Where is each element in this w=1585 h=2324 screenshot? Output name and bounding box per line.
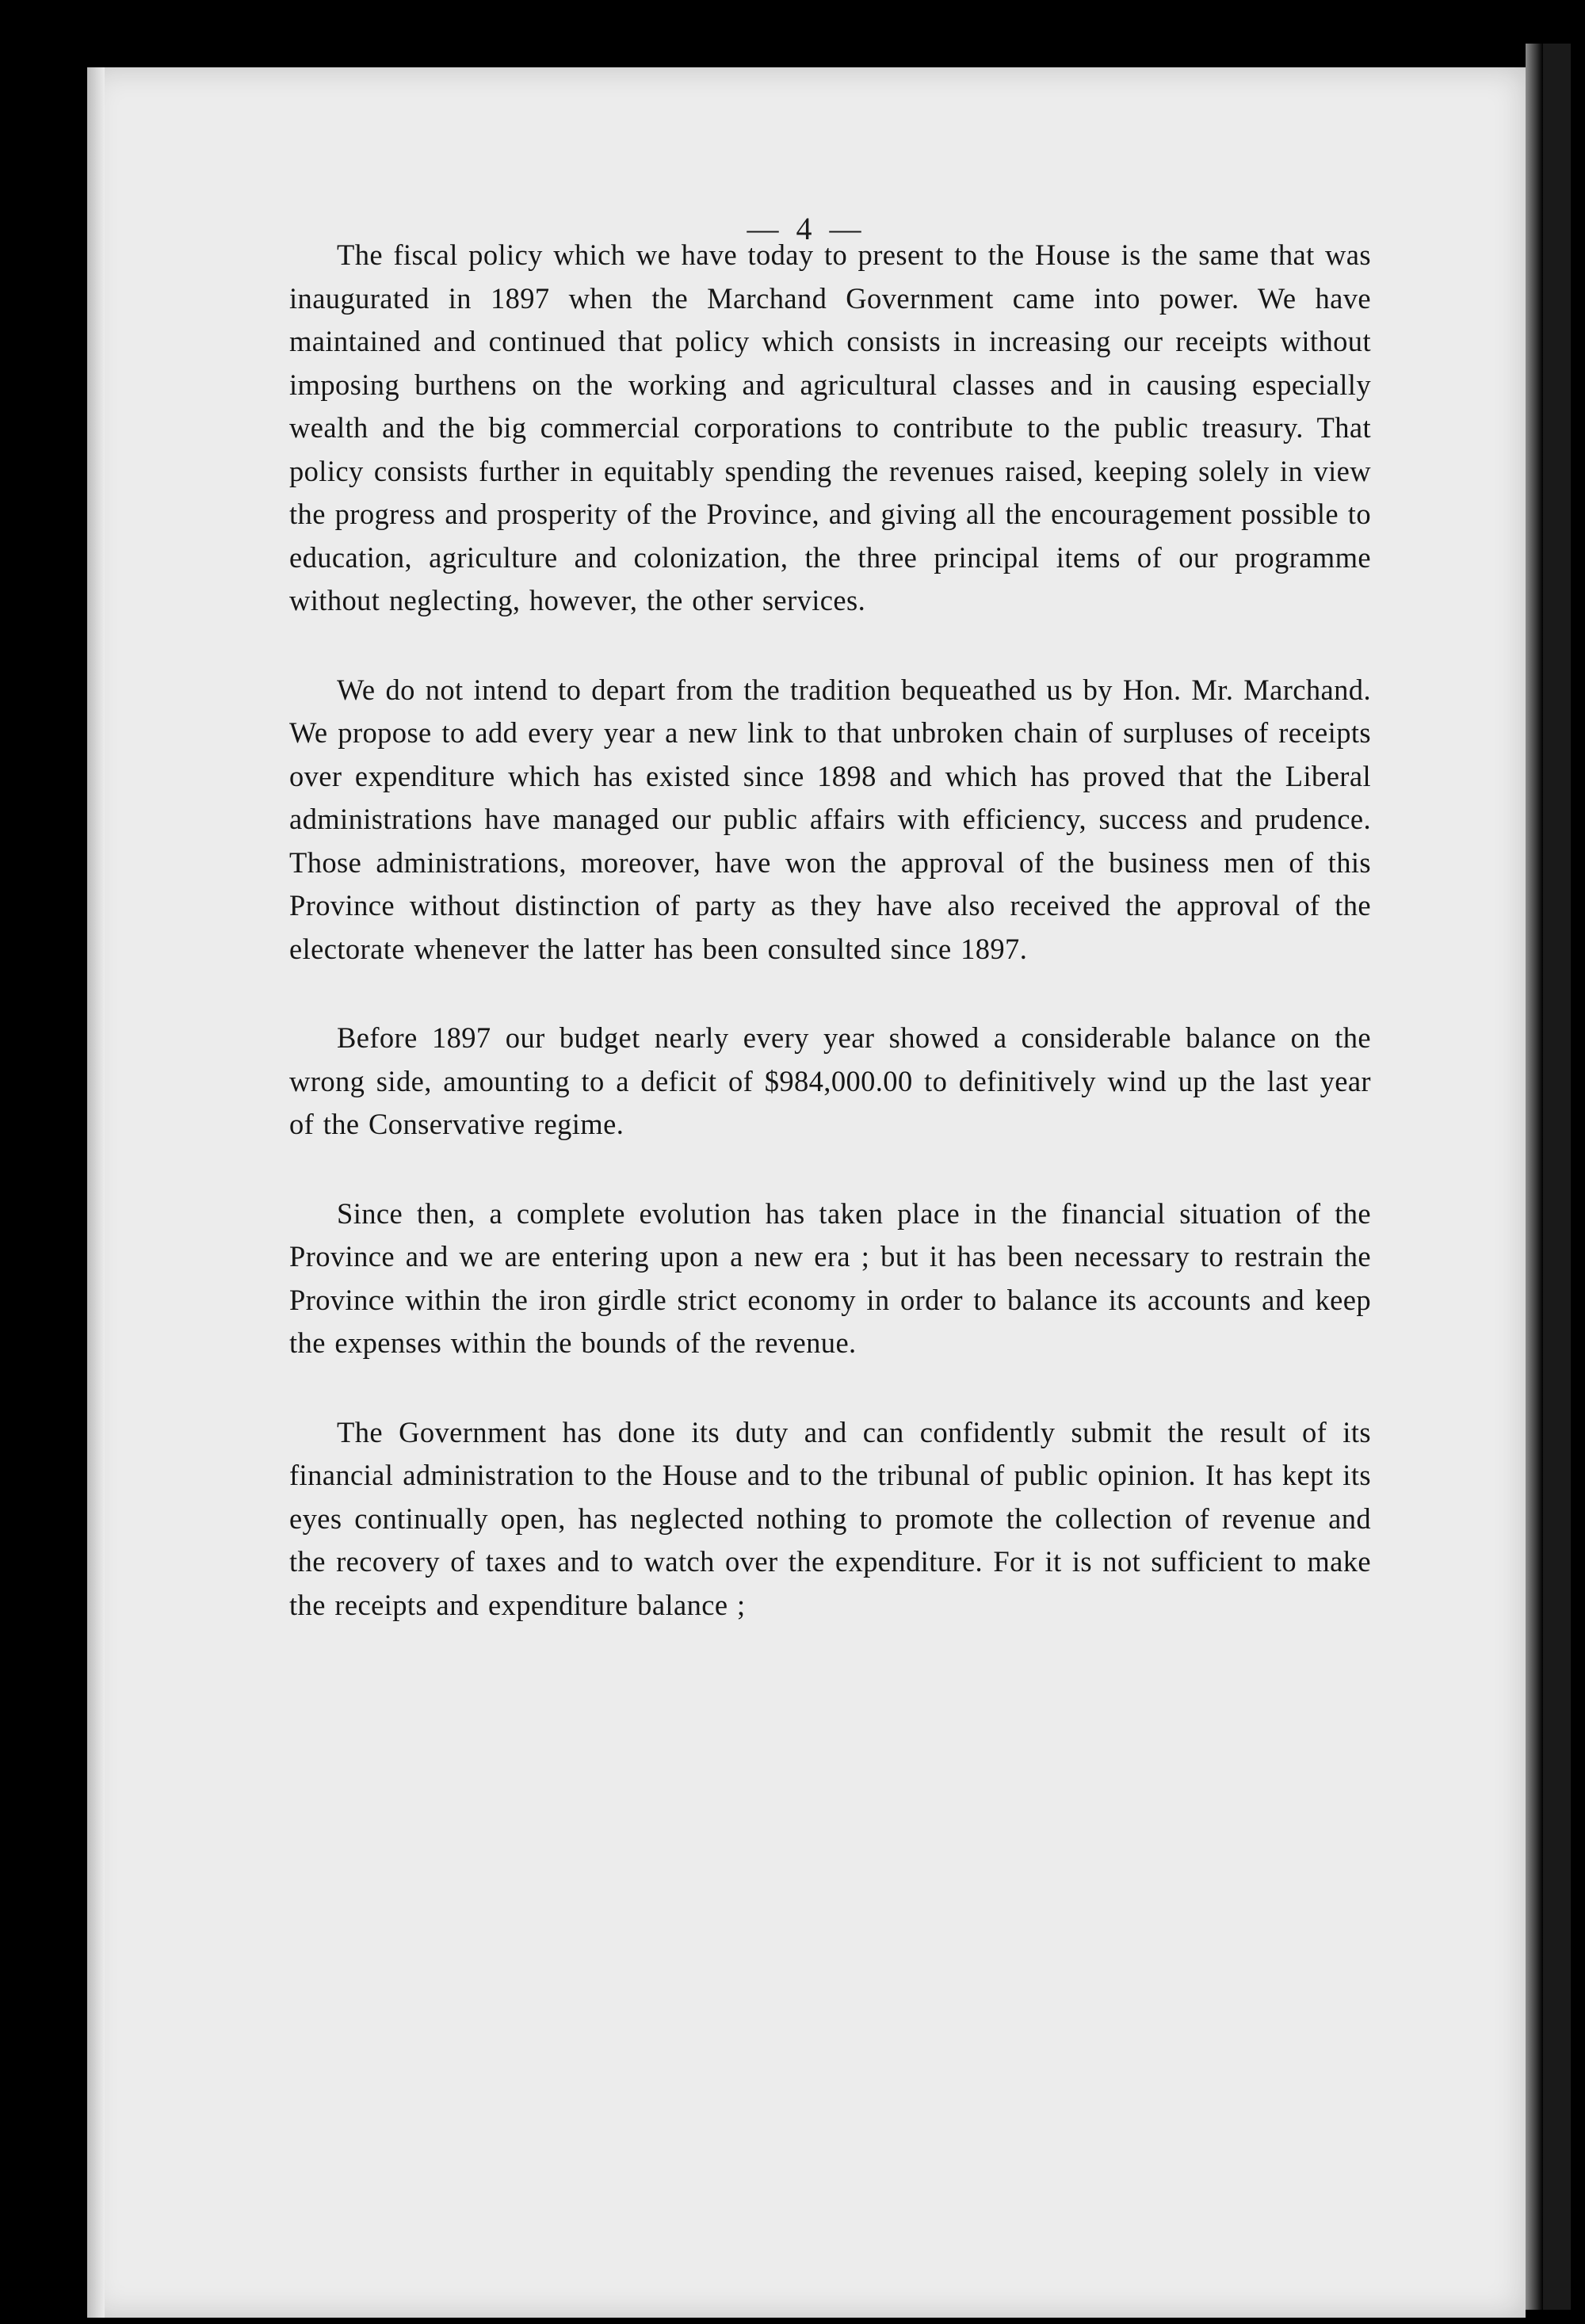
page-number: — 4 — [747, 211, 866, 246]
page-left-edge [87, 67, 105, 2318]
body-text [289, 234, 1371, 1627]
scan-border-top [0, 0, 1585, 75]
paragraph-evolution: Since then, a complete evolution has taken place in the financial situation of the Province and we are entering upon a new era ; but it has been necessary to restrain the Province within the iron girdle strict economy in order to balance its accounts and keep the expenses within the bounds of the revenue. [289, 1196, 1371, 1359]
paragraph-government-duty: The Government has done its duty and can confidently submit the result of its financial administration to the House and to the tribunal of public opinion. It has kept its eyes continually open, has neglected nothing to promote the collection of revenue and the recovery of taxes and to watch over the expenditure. For it is not sufficient to make the receipts and expenditure balance ; [289, 1415, 1371, 1621]
page-edge-shadow [1526, 44, 1543, 2310]
scan-border-right [1543, 44, 1571, 2310]
paragraph-tradition: We do not intend to depart from the tradition bequeathed us by Hon. Mr. Marchand. We propose to add every year a new link to that unbroken chain of surpluses of receipts over expenditure which has existed since 1898 and which has proved that the Liberal administrations have managed our public affairs with efficiency, success and prudence. Those administrations, moreover, have won the approval of the business men of this Province without distinction of party as they have also received the approval of the electorate whenever the latter has been consulted since 1897. [289, 673, 1371, 965]
paragraph-before-1897: Before 1897 our budget nearly every year showed a considerable balance on the wrong side, amounting to a deficit of $984,000.00 to definitively wind up the last year of the Conservative regime. [289, 1021, 1371, 1140]
paragraph-fiscal-policy: The fiscal policy which we have today to present to the House is the same that was inaugurated in 1897 when the Marchand Government came into power. We have maintained and continued that policy which consists in increasing our receipts without imposing burthens on the working and agricultural classes and in causing especially wealth and the big commercial corporations to contribute to the public treasury. That policy consists further in equitably spending the revenues raised, keeping solely in view the progress and prosperity of the Province, and giving all the encouragement possible to education, agriculture and colonization, the three principal items of our programme without neglecting, however, the other services. [289, 239, 1371, 616]
